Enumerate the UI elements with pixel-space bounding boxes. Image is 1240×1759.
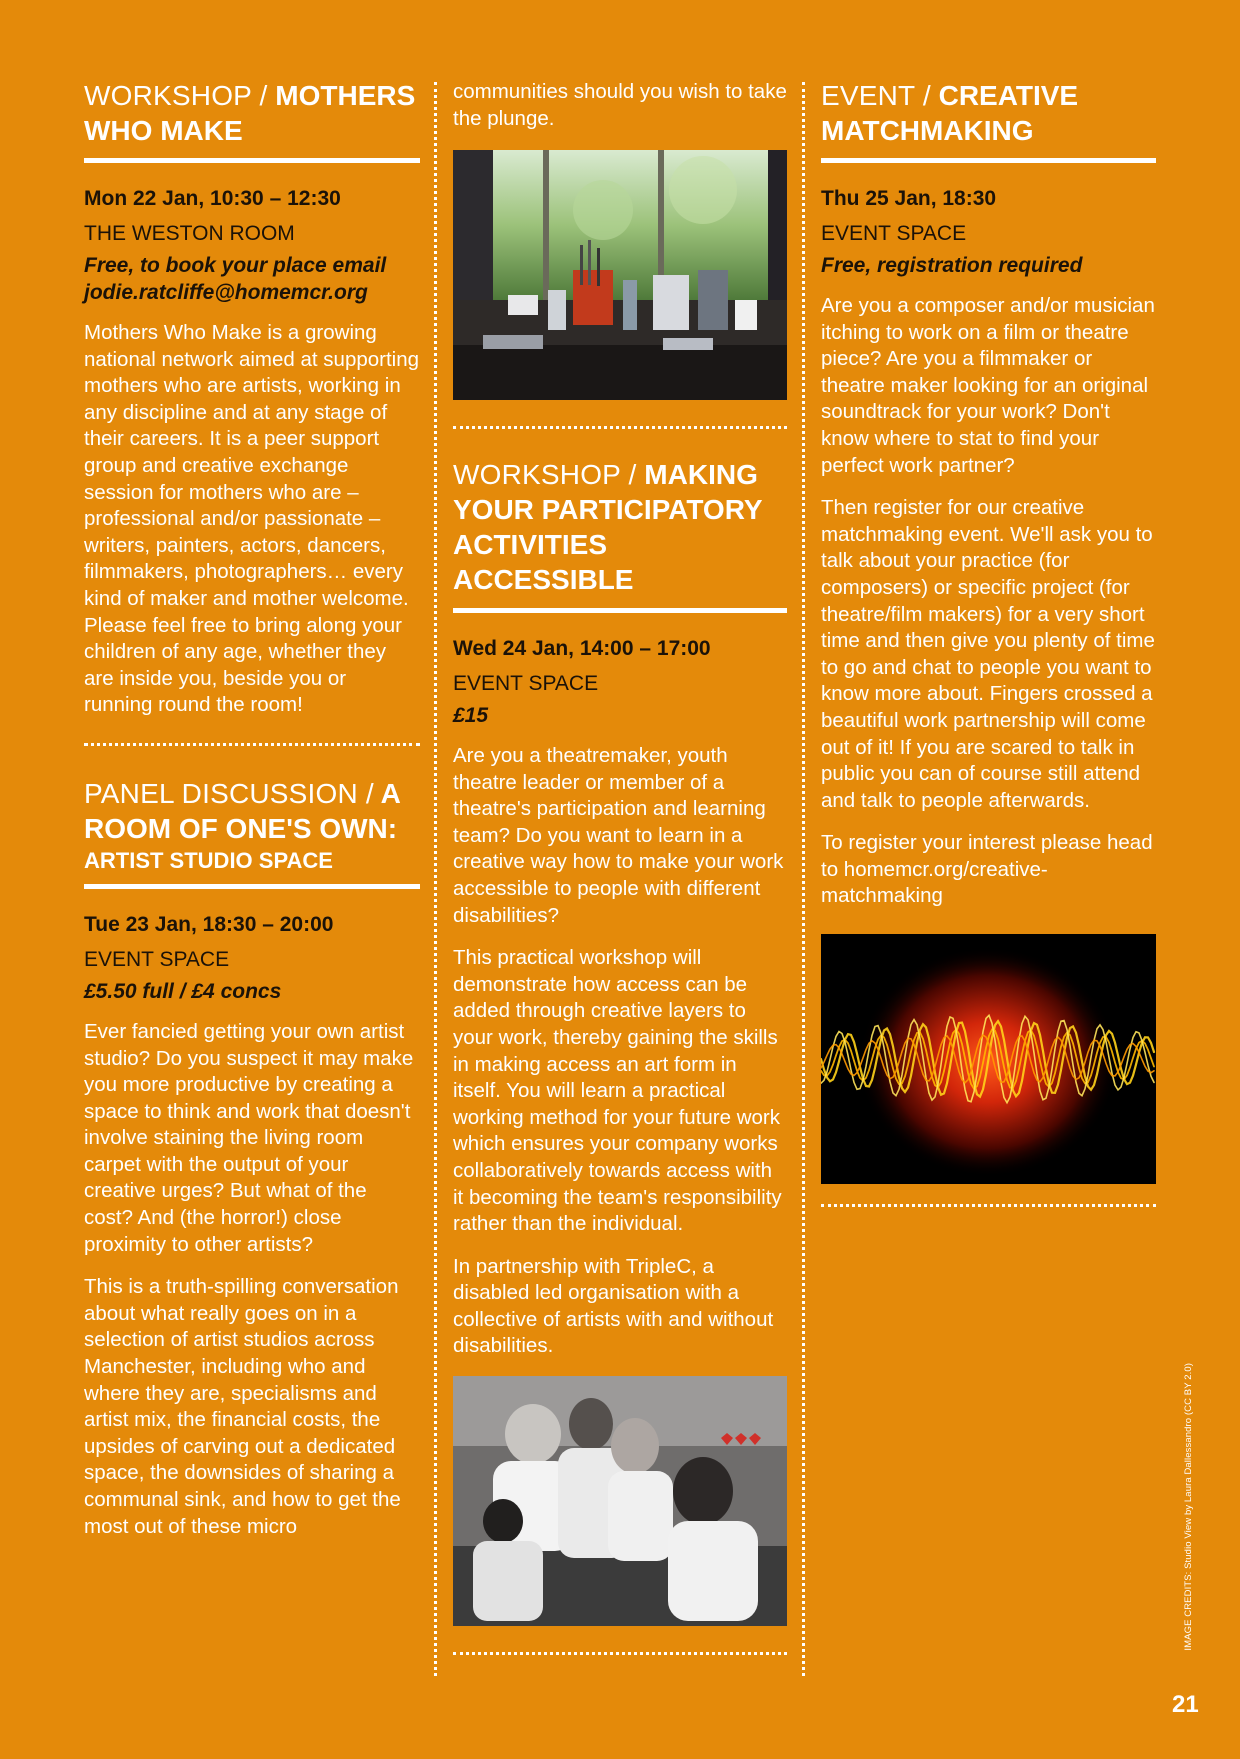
group-photo bbox=[453, 1376, 787, 1626]
event-date: Tue 23 Jan, 18:30 – 20:00 bbox=[84, 912, 334, 936]
event-room-of-ones-own bbox=[84, 776, 420, 1540]
event-description: This practical workshop will demonstrate how access can be added through creative layers to your work, thereby gaining the skills in making access an art form in itself. You will learn a practical working method for your future work which ensures your company works collaboratively towards access with it becoming the team's responsibility rather than the individual. bbox=[453, 946, 782, 1236]
event-description: Mothers Who Make is a growing national network aimed at supporting mothers who are artists, working in any discipline and at any stage of their careers. It is a peer support group and creative exchange session for mothers who are – professional and/or passionate – writers, painters, actors, dancers, filmmakers, photographers… every kind of maker and mother welcome. Please feel free to bring along your children of any age, whether they are inside you, beside you or running round the room! bbox=[84, 321, 420, 717]
event-creative-matchmaking bbox=[821, 78, 1156, 910]
sound-wave-photo bbox=[821, 934, 1156, 1184]
continued-text: communities should you wish to take the plunge. bbox=[453, 80, 787, 130]
section-divider bbox=[821, 1204, 1156, 1207]
title-rule bbox=[453, 608, 787, 613]
column-1 bbox=[84, 78, 420, 1540]
event-price: Free, to book your place email jodie.ratcliffe@homemcr.org bbox=[84, 254, 387, 304]
event-title: WORKSHOP / MOTHERS WHO MAKE bbox=[84, 80, 416, 146]
booking-email-link[interactable]: jodie.ratcliffe@homemcr.org bbox=[84, 281, 368, 304]
event-date: Wed 24 Jan, 14:00 – 17:00 bbox=[453, 637, 711, 660]
event-venue: THE WESTON ROOM bbox=[84, 222, 295, 245]
section-divider bbox=[453, 426, 787, 429]
event-mothers-who-make bbox=[84, 78, 420, 719]
section-divider bbox=[453, 1652, 787, 1655]
event-date: Mon 22 Jan, 10:30 – 12:30 bbox=[84, 187, 341, 210]
studio-desk-photo bbox=[453, 150, 787, 400]
event-date: Thu 25 Jan, 18:30 bbox=[821, 187, 997, 210]
event-title: WORKSHOP / MAKING YOUR PARTICIPATORY ACTIVITIES ACCESSIBLE bbox=[453, 459, 763, 595]
registration-link[interactable]: To register your interest please head to homemcr.org/creative-matchmaking bbox=[821, 831, 1153, 908]
event-title: PANEL DISCUSSION / A ROOM OF ONE'S OWN: bbox=[84, 777, 401, 844]
event-price: £5.50 full / £4 concs bbox=[84, 979, 282, 1003]
event-description: Are you a theatremaker, youth theatre leader or member of a theatre's participation and learning team? Do you want to learn in a creative way how to make your work accessible to people with different disabilities? bbox=[453, 744, 784, 927]
column-2 bbox=[453, 78, 787, 1685]
event-description: Ever fancied getting your own artist studio? Do you suspect it may make you more productive by creating a space to think and work that doesn't involve staining the living room carpet with the output of your creative urges? But what of the cost? And (the horror!) close proximity to other artists? bbox=[84, 1019, 414, 1256]
page-number: 21 bbox=[1172, 1691, 1199, 1718]
column-divider bbox=[802, 82, 805, 1676]
title-rule bbox=[821, 158, 1156, 163]
event-subtitle: ARTIST STUDIO SPACE bbox=[84, 847, 333, 873]
group-image bbox=[453, 1376, 787, 1626]
event-description: Are you a composer and/or musician itching to work on a film or theatre piece? Are you a filmmaker or theatre maker looking for an original soundtrack for your work? Don't know where to stat to find your perfect work partner? bbox=[821, 294, 1155, 477]
section-divider bbox=[84, 743, 420, 746]
title-rule bbox=[84, 884, 420, 889]
event-venue: EVENT SPACE bbox=[821, 222, 967, 245]
event-description: This is a truth-spilling conversation about what really goes on in a selection of artist studios across Manchester, including who and where they are, specialisms and artist mix, the financial costs, the upsides of carving out a dedicated space, the downsides of sharing a communal sink, and how to get the most out of these micro bbox=[84, 1275, 401, 1538]
event-title: EVENT / CREATIVE MATCHMAKING bbox=[821, 80, 1079, 146]
event-making-participatory-activities-accessible bbox=[453, 457, 787, 1360]
event-price: Free, registration required bbox=[821, 254, 1083, 277]
column-3 bbox=[821, 78, 1156, 1237]
event-venue: EVENT SPACE bbox=[84, 947, 230, 971]
event-description: In partnership with TripleC, a disabled led organisation with a collective of artists with and without disabilities. bbox=[453, 1254, 774, 1358]
image-credits: IMAGE CREDITS: Studio View by Laura Dallessandro (CC BY 2.0) bbox=[1183, 1363, 1194, 1651]
event-venue: EVENT SPACE bbox=[453, 672, 599, 695]
column-divider bbox=[434, 82, 437, 1676]
sound-wave-image bbox=[821, 934, 1156, 1184]
title-rule bbox=[84, 158, 420, 163]
studio-desk-image bbox=[453, 150, 787, 400]
event-description: Then register for our creative matchmaking event. We'll ask you to talk about your practice (for composers) or specific project (for theatre/film makers) for a very short time and then give you plenty of time to go and chat to people you want to know more about. Fingers crossed a beautiful work partnership will come out of it! If you are scared to talk in public you can of course still attend and talk to people afterwards. bbox=[821, 496, 1155, 812]
event-price: £15 bbox=[453, 704, 489, 727]
